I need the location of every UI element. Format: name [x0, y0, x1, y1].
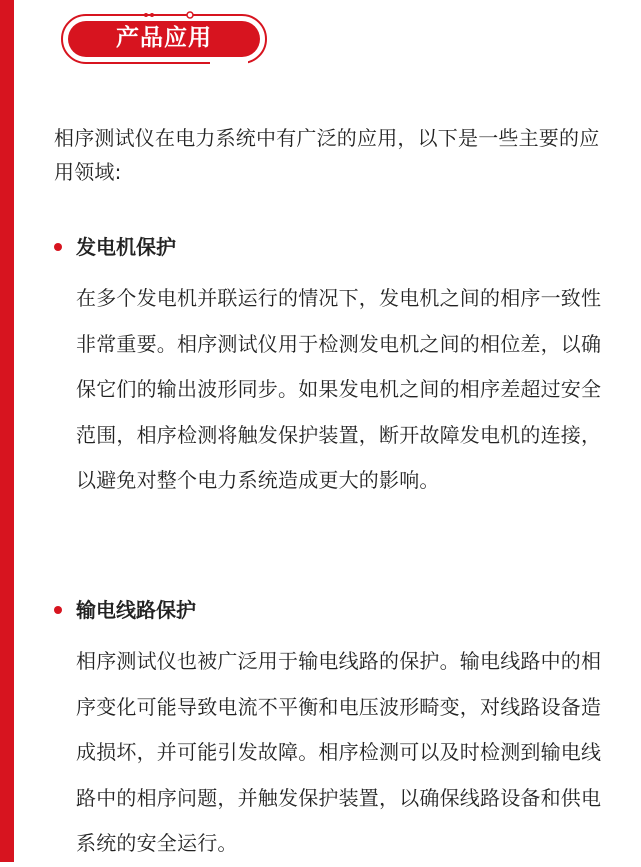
section-heading-generator: [54, 230, 176, 264]
bullet-dot-icon: [54, 243, 62, 251]
section-heading-label: 输电线路保护: [76, 598, 196, 622]
section-title-badge: [60, 9, 268, 65]
left-accent-bar: [0, 0, 14, 862]
bullet-dot-icon: [54, 606, 62, 614]
section-body-generator: 在多个发电机并联运行的情况下，发电机之间的相序一致性非常重要。相序测试仪用于检测发电机之间的相位差，以确保它们的输出波形同步。如果发电机之间的相序差超过安全范围，相序检测将触发保护装置，断开故障发电机的连接，以避免对整个电力系统造成更大的影响。: [76, 286, 602, 492]
section-heading-transmission: [54, 593, 196, 627]
intro-paragraph: 相序测试仪在电力系统中有广泛的应用，以下是一些主要的应用领域:: [54, 126, 600, 184]
page-title: 产品应用: [116, 25, 212, 51]
section-heading-label: 发电机保护: [76, 235, 176, 259]
section-body-transmission: 相序测试仪也被广泛用于输电线路的保护。输电线路中的相序变化可能导致电流不平衡和电压波形畸变，对线路设备造成损坏，并可能引发故障。相序检测可以及时检测到输电线路中的相序问题，并触发保护装置，以确保线路设备和供电系统的安全运行。: [76, 649, 602, 855]
